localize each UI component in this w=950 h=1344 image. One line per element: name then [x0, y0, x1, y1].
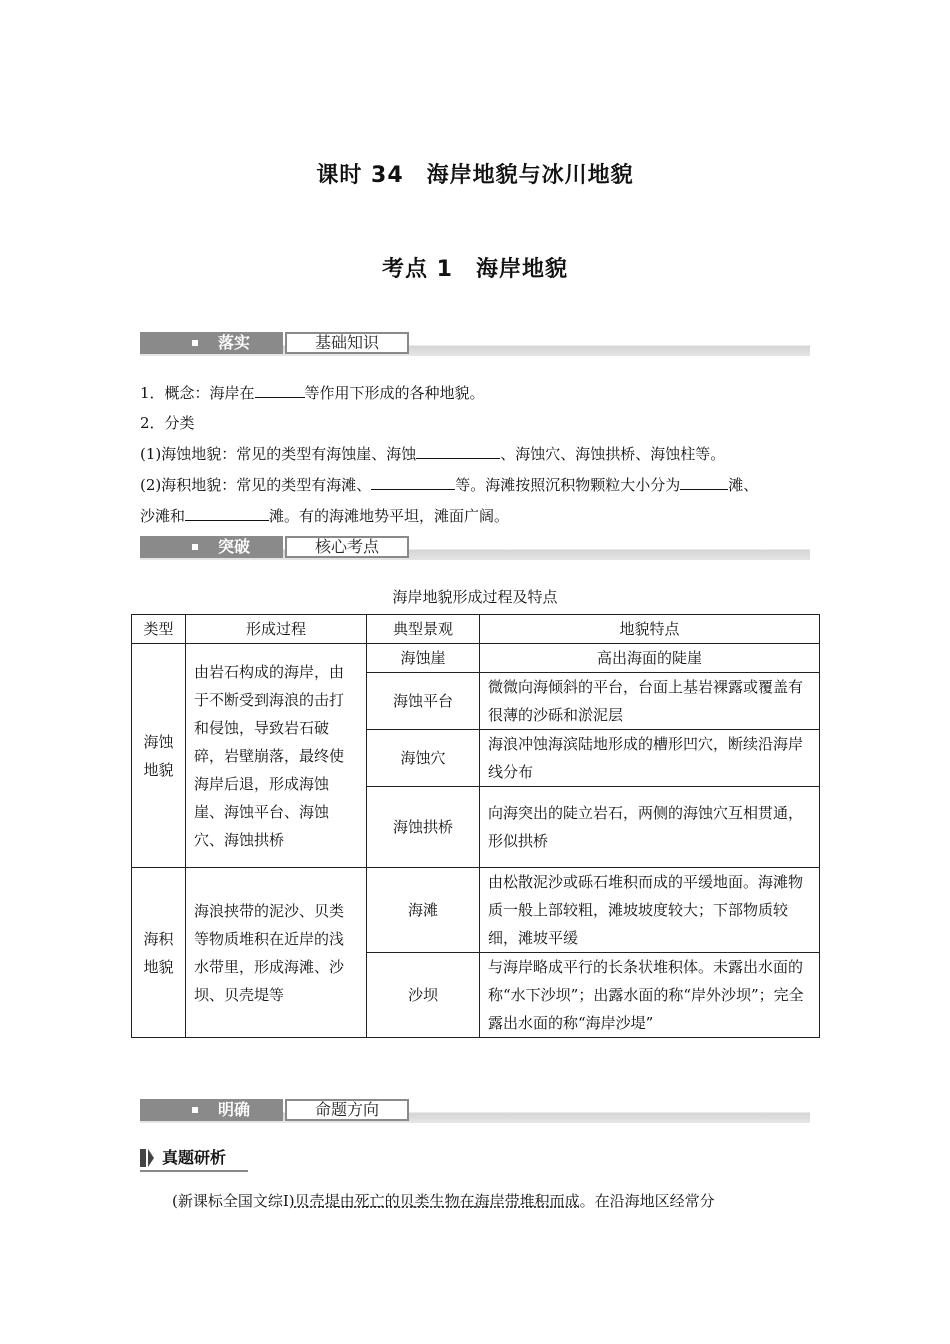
section-title: 真题研析	[162, 1148, 227, 1167]
banner-basic	[140, 330, 810, 356]
table-caption: 海岸地貌形成过程及特点	[392, 588, 558, 606]
landscape-cell: 海滩	[367, 868, 480, 953]
question-rest: 。在沿海地区经常分	[579, 1192, 715, 1210]
table-row	[132, 644, 820, 673]
banner-main-label: 突破	[218, 537, 251, 556]
question-text	[140, 1190, 715, 1211]
feature-cell: 与海岸略成平行的长条状堆积体。未露出水面的称“水下沙坝”；出露水面的称“岸外沙坝”；完全露出水面的称“海岸沙堤”	[480, 953, 820, 1038]
feature-cell: 高出海面的陡崖	[480, 644, 820, 673]
lesson-title: 课时 34 海岸地貌与冰川地貌	[316, 163, 634, 188]
basic-item-5: 沙滩和 滩。有的海滩地势平坦，滩面广阔。	[140, 507, 510, 525]
feature-cell: 由松散泥沙或砾石堆积而成的平缓地面。海滩物质一般上部较粗，滩坡坡度较大；下部物质较细，滩坡平缓	[480, 868, 820, 953]
table-row	[132, 868, 820, 953]
banner-sub-label: 命题方向	[285, 1099, 409, 1121]
feature-cell: 向海突出的陡立岩石，两侧的海蚀穴互相贯通，形似拱桥	[480, 787, 820, 868]
table-header-row	[132, 615, 820, 644]
fill-blank[interactable]	[416, 444, 500, 459]
type-cell: 海积地貌	[132, 868, 186, 1038]
landscape-cell: 海蚀崖	[367, 644, 480, 673]
fill-blank[interactable]	[185, 506, 269, 521]
fill-blank[interactable]	[371, 475, 455, 490]
table-header: 地貌特点	[480, 615, 820, 644]
basic-item-2: 2．分类	[140, 414, 195, 432]
banner-core	[140, 534, 810, 560]
table-header: 典型景观	[367, 615, 480, 644]
basic-item-4: (2)海积地貌：常见的类型有海滩、 等。海滩按照沉积物颗粒大小分为 滩、	[140, 476, 759, 494]
marker-bar-icon	[140, 1149, 146, 1167]
square-icon	[192, 544, 198, 550]
feature-cell: 海浪冲蚀海滨陆地形成的槽形凹穴，断续沿海岸线分布	[480, 730, 820, 787]
topic-title: 考点 1 海岸地貌	[382, 257, 568, 282]
landscape-cell: 海蚀拱桥	[367, 787, 480, 868]
process-cell: 由岩石构成的海岸，由于不断受到海浪的击打和侵蚀，导致岩石破碎，岩壁崩落，最终使海岸后退，形成海蚀崖、海蚀平台、海蚀穴、海蚀拱桥	[186, 644, 367, 868]
banner-sub-label: 核心考点	[285, 536, 409, 558]
table-header: 形成过程	[186, 615, 367, 644]
basic-item-3: (1)海蚀地貌：常见的类型有海蚀崖、海蚀 、海蚀穴、海蚀拱桥、海蚀柱等。	[140, 445, 726, 463]
fill-blank[interactable]	[680, 475, 728, 490]
landform-table	[131, 614, 820, 1038]
banner-main-label: 落实	[218, 333, 251, 352]
square-icon	[192, 1107, 198, 1113]
marker-triangle-icon	[148, 1149, 154, 1167]
question-source: (新课标全国文综Ⅰ)	[172, 1192, 295, 1210]
landscape-cell: 海蚀平台	[367, 673, 480, 730]
table-header: 类型	[132, 615, 186, 644]
process-cell: 海浪挟带的泥沙、贝类等物质堆积在近岸的浅水带里，形成海滩、沙坝、贝壳堤等	[186, 868, 367, 1038]
banner-direction	[140, 1097, 810, 1123]
square-icon	[192, 340, 198, 346]
question-emphasis: 贝壳堤由死亡的贝类生物在海岸带堆积而成	[294, 1192, 580, 1210]
fill-blank[interactable]	[255, 383, 305, 398]
banner-main-label: 明确	[218, 1100, 251, 1119]
landscape-cell: 沙坝	[367, 953, 480, 1038]
feature-cell: 微微向海倾斜的平台，台面上基岩裸露或覆盖有很薄的沙砾和淤泥层	[480, 673, 820, 730]
basic-item-1: 1．概念：海岸在 等作用下形成的各种地貌。	[140, 384, 485, 402]
landscape-cell: 海蚀穴	[367, 730, 480, 787]
type-cell: 海蚀地貌	[132, 644, 186, 868]
banner-sub-label: 基础知识	[285, 332, 409, 354]
